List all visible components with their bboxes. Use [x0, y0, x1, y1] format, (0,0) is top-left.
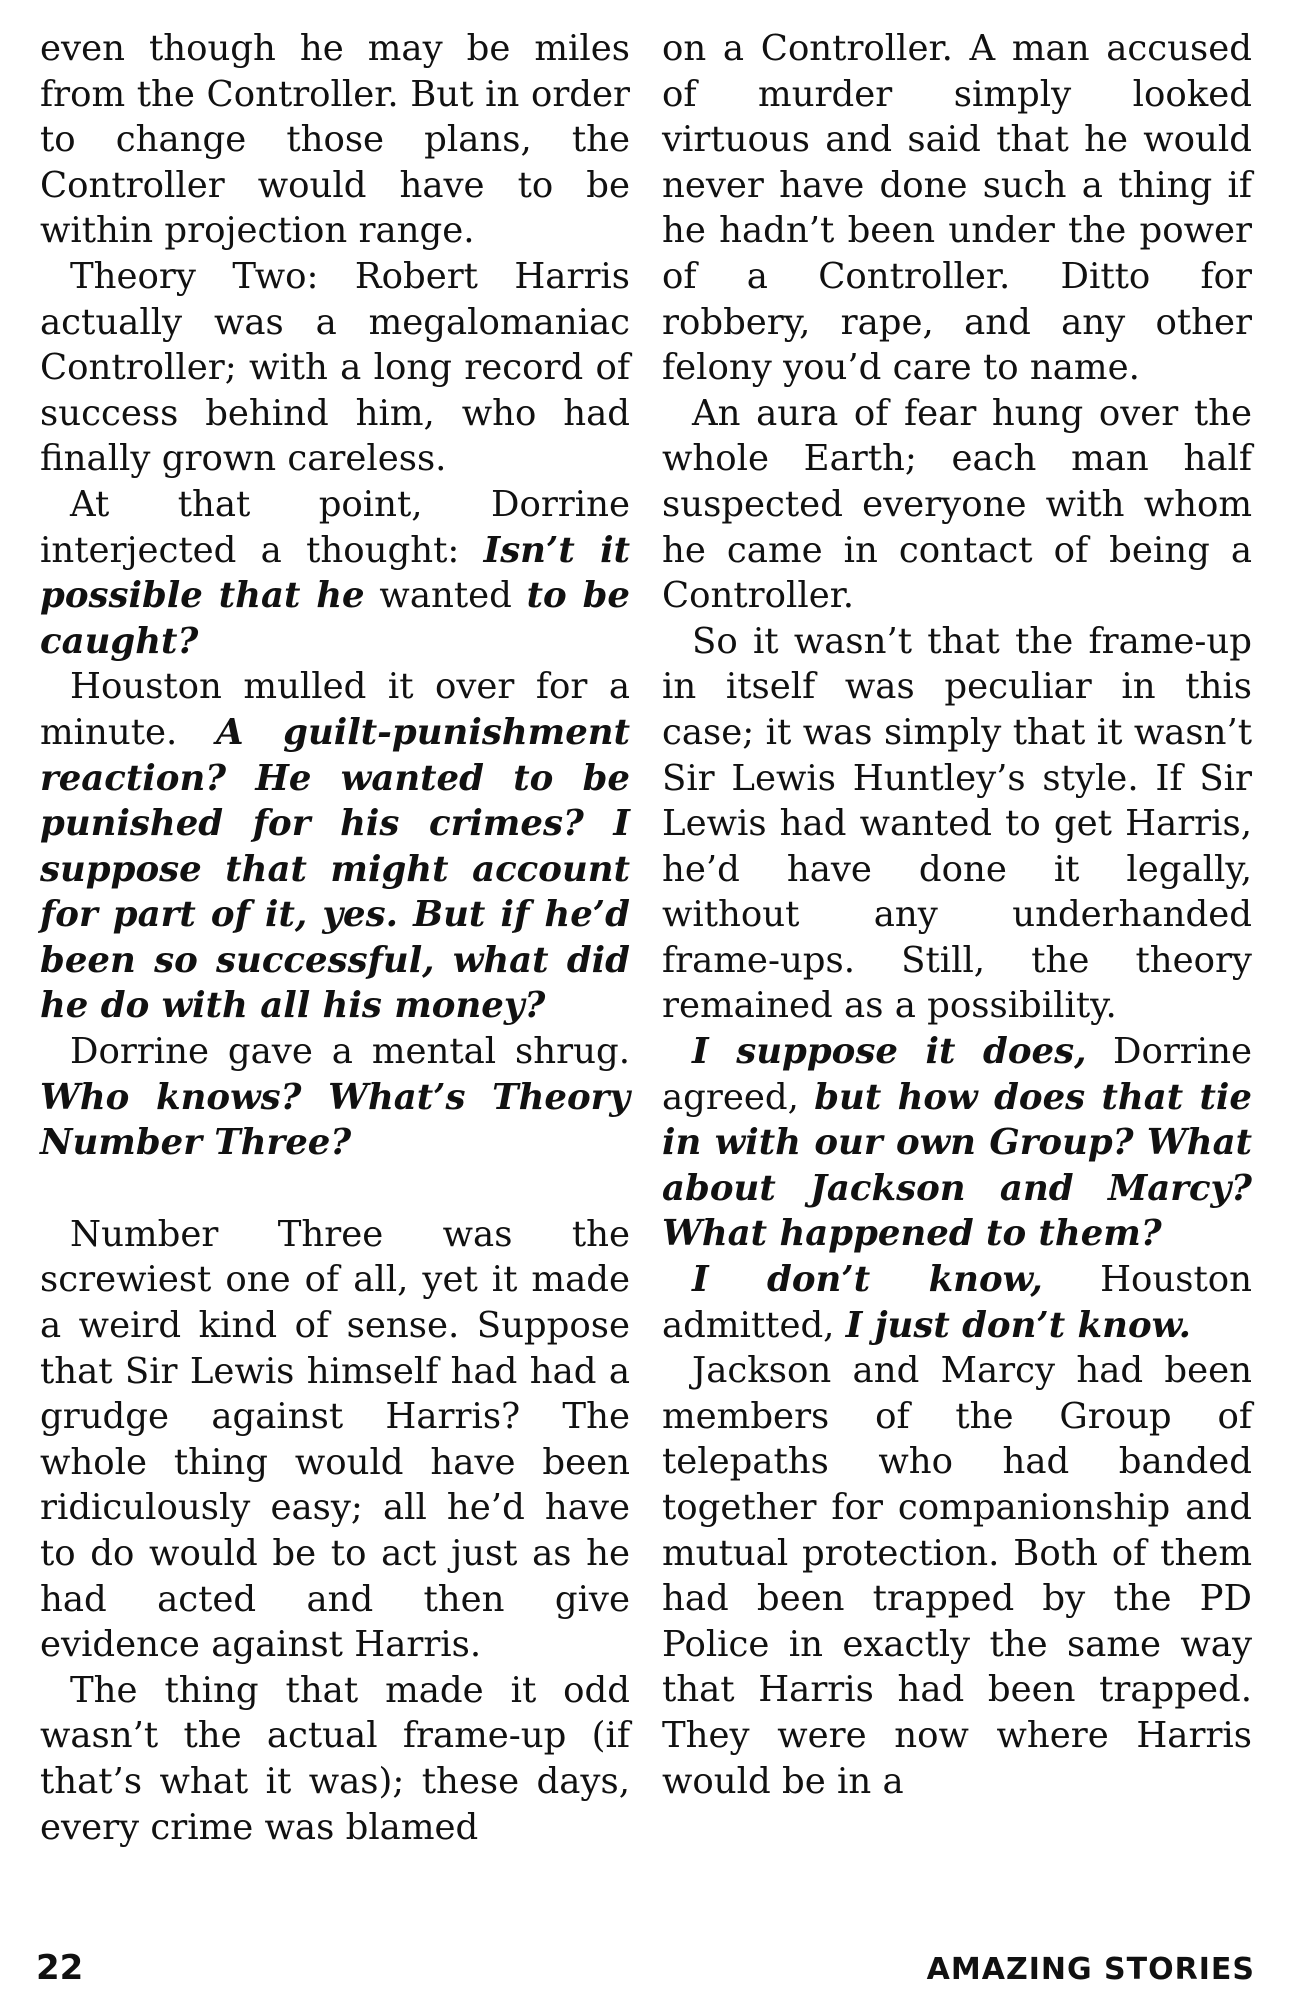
body-text: Number Three was the screwiest one of all, yet it made a weird kind of sense. Suppose that Sir Lewis himself had had a grudge against Harris? The whole thing would have been ridiculously easy; all he’d have to do would be to act just as he had acted and then give evidence against Harris. [40, 1213, 630, 1666]
body-text: Jackson and Marcy had been members of the Group of telepaths who had banded together for companionship and mutual protection. Both of them had been trapped by the PD Police in exactly the same way that Harris had been trapped. They were now where Harris would be in a [662, 1350, 1252, 1802]
italic-thought-text: to be caught? [40, 575, 631, 662]
body-text: on a Controller. A man accused of murder simply looked virtuous and said that he would never have done such a thing if he hadn’t been under the power of a Controller. Ditto for robbery, rape, and any other felony you’d care to name. [662, 28, 1252, 389]
body-text: wanted [364, 575, 527, 617]
italic-thought-text: I just don’t know. [845, 1304, 1191, 1346]
body-text: So it wasn’t that the frame-up in itself was peculiar in this case; it was simply that it wasn’t Sir Lewis Huntley’s style. If Sir Lewis had wanted to get Harris, he’d have done it legally, without any underhanded frame-ups. Still, the theory remained as a possibility. [662, 620, 1252, 1027]
paragraph [662, 1257, 1252, 1348]
right-column [662, 26, 1252, 1804]
paragraph [40, 254, 630, 482]
body-text: An aura of fear hung over the whole Earth; each man half suspected everyone with whom he came in contact of being a Controller. [662, 392, 1252, 617]
body-text: Houston mulled it over for a minute. [40, 666, 630, 753]
body-text: Dorrine gave a mental shrug. [70, 1031, 630, 1073]
body-text: At that point, Dorrine interjected a thought: [40, 483, 630, 571]
paragraph [662, 1029, 1252, 1257]
magazine-title: AMAZING STORIES [926, 1952, 1255, 1987]
paragraph [662, 1348, 1252, 1804]
paragraph [40, 1029, 630, 1166]
italic-thought-text: Who knows? What’s Theory Number Three? [40, 1076, 630, 1164]
italic-thought-text: but how does that tie in with our own Group? What about Jackson and Marcy? What happened to them? [662, 1076, 1252, 1255]
body-text: Theory Two: Robert Harris actually was a megalomaniac Controller; with a long record of success behind him, who had finally grown careless. [40, 255, 630, 480]
paragraph [662, 619, 1252, 1029]
paragraph [40, 1212, 630, 1668]
page-number: 22 [36, 1948, 84, 1988]
paragraph [40, 26, 630, 254]
body-text: The thing that made it odd wasn’t the actual frame-up (if that’s what it was); these days, every crime was blamed [40, 1669, 630, 1848]
paragraph [40, 1668, 630, 1850]
paragraph [40, 664, 630, 1029]
italic-thought-text: A guilt-punishment reaction? He wanted to be punished for his crimes? I suppose that might account for part of it, yes. But if he’d been so successful, what did he do with all his money? [40, 711, 630, 1027]
italic-thought-text: I suppose it does, [692, 1031, 1087, 1073]
paragraph [40, 482, 630, 664]
body-text: Dorrine agreed, [662, 1031, 1252, 1118]
body-text: Houston admitted, [662, 1259, 1252, 1346]
left-column [40, 26, 630, 1850]
paragraph [662, 26, 1252, 391]
italic-thought-text: Isn’t it possible that he [40, 529, 631, 617]
paragraph [662, 391, 1252, 619]
body-text: even though he may be miles from the Controller. But in order to change those plans, the Controller would have to be within projection range. [40, 28, 630, 252]
italic-thought-text: I don’t know, [692, 1259, 1043, 1301]
